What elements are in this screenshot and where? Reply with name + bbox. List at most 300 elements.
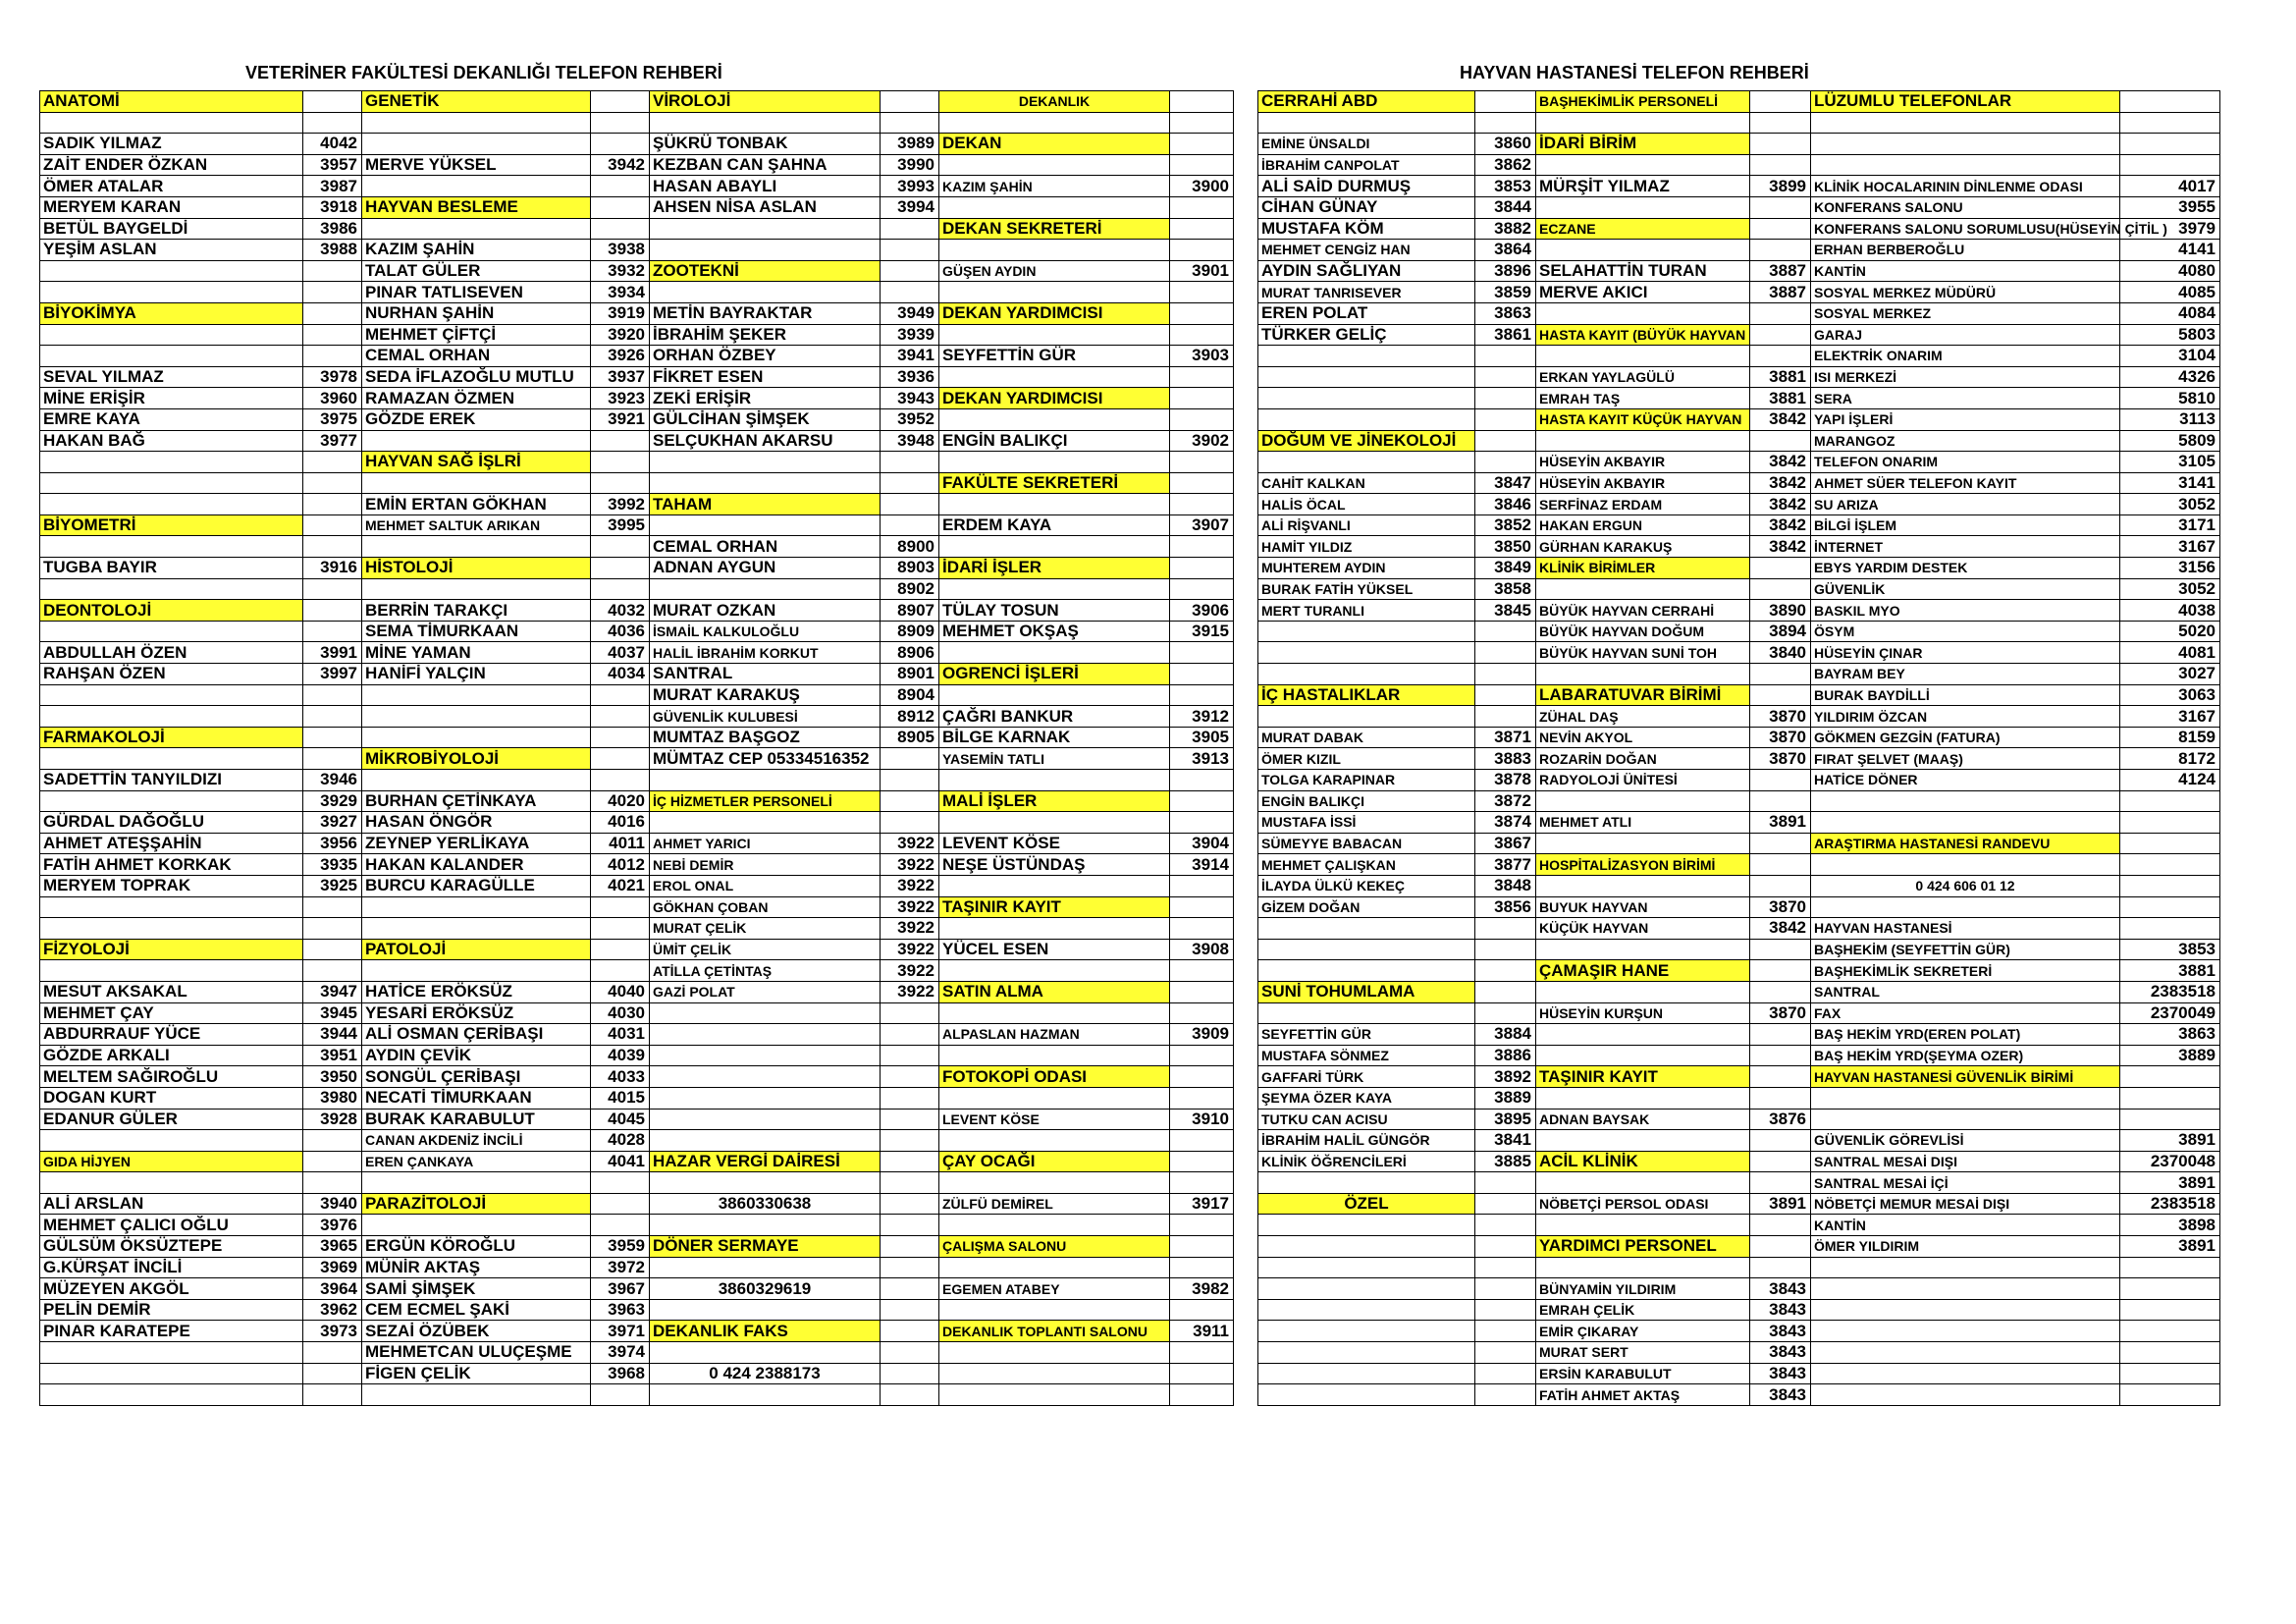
- phone-extension: 3861: [1475, 324, 1536, 346]
- name-cell: [40, 748, 303, 770]
- phone-extension: 3167: [2120, 536, 2220, 558]
- name-cell: MESUT AKSAKAL: [40, 981, 303, 1002]
- name-cell: [1536, 578, 1750, 600]
- phone-extension: [591, 430, 650, 452]
- phone-extension: [303, 939, 362, 960]
- phone-extension: 3968: [591, 1363, 650, 1384]
- table-row: [40, 960, 1234, 982]
- phone-extension: 3900: [1170, 176, 1234, 197]
- name-cell: ALİ SAİD DURMUŞ: [1258, 176, 1475, 197]
- name-cell: MERYEM TOPRAK: [40, 875, 303, 896]
- table-row: [40, 1109, 1234, 1130]
- name-cell: EROL ONAL: [650, 875, 881, 896]
- name-cell: MUSTAFA İSSİ: [1258, 812, 1475, 834]
- table-row: [40, 833, 1234, 854]
- phone-extension: [881, 260, 939, 282]
- name-cell: [1811, 154, 2120, 176]
- phone-extension: 3905: [1170, 727, 1234, 748]
- table-row: [1258, 642, 2220, 664]
- phone-extension: [1475, 1193, 1536, 1215]
- table-row: [40, 1215, 1234, 1236]
- phone-extension: 4034: [591, 664, 650, 685]
- phone-extension: [1170, 790, 1234, 812]
- name-cell: TÜLAY TOSUN: [939, 600, 1170, 622]
- phone-extension: 3904: [1170, 833, 1234, 854]
- phone-extension: 3944: [303, 1024, 362, 1046]
- phone-extension: [591, 918, 650, 940]
- name-cell: SEYFETTİN GÜR: [1258, 1024, 1475, 1046]
- name-cell: [362, 896, 591, 918]
- phone-extension: [303, 960, 362, 982]
- phone-extension: 3995: [591, 514, 650, 536]
- phone-extension: [1475, 388, 1536, 409]
- phone-extension: [1475, 960, 1536, 982]
- phone-extension: 3141: [2120, 472, 2220, 494]
- phone-extension: 8905: [881, 727, 939, 748]
- phone-extension: [1750, 1236, 1811, 1258]
- table-row: [40, 472, 1234, 494]
- table-row: [1258, 748, 2220, 770]
- table-row: [40, 324, 1234, 346]
- name-cell: MURAT DABAK: [1258, 727, 1475, 748]
- table-row: [1258, 430, 2220, 452]
- table-row: [40, 282, 1234, 303]
- phone-extension: [1475, 112, 1536, 134]
- name-cell: [650, 472, 881, 494]
- phone-extension: 3899: [1750, 176, 1811, 197]
- phone-extension: 3922: [881, 981, 939, 1002]
- name-cell: KAZIM ŞAHİN: [362, 240, 591, 261]
- table-row: [40, 1342, 1234, 1364]
- table-row: [1258, 494, 2220, 515]
- name-cell: [939, 196, 1170, 218]
- phone-extension: 3991: [303, 642, 362, 664]
- phone-extension: [1475, 621, 1536, 642]
- name-cell: SANTRAL MESAİ İÇİ: [1811, 1172, 2120, 1194]
- phone-extension: [1170, 536, 1234, 558]
- table-row: [40, 260, 1234, 282]
- phone-extension: 3960: [303, 388, 362, 409]
- table-row: [40, 134, 1234, 155]
- name-cell: CİHAN GÜNAY: [1258, 196, 1475, 218]
- table-row: [40, 748, 1234, 770]
- phone-extension: 3973: [303, 1321, 362, 1342]
- name-cell: ÖMER KIZIL: [1258, 748, 1475, 770]
- phone-extension: [1750, 134, 1811, 155]
- table-row: [40, 642, 1234, 664]
- section-header: HAYVAN BESLEME: [362, 196, 591, 218]
- section-header: DEKANLIK TOPLANTI SALONU: [939, 1321, 1170, 1342]
- table-row: [40, 176, 1234, 197]
- phone-extension: [1170, 1384, 1234, 1406]
- name-cell: [1536, 302, 1750, 324]
- phone-extension: [2120, 112, 2220, 134]
- table-row: [40, 494, 1234, 515]
- name-cell: [939, 1087, 1170, 1109]
- name-cell: İBRAHİM HALİL GÜNGÖR: [1258, 1130, 1475, 1152]
- phone-extension: [1475, 684, 1536, 706]
- phone-extension: [303, 1151, 362, 1172]
- name-cell: [1258, 1002, 1475, 1024]
- phone-extension: 3948: [881, 430, 939, 452]
- phone-extension: [881, 1321, 939, 1342]
- name-cell: CANAN AKDENİZ İNCİLİ: [362, 1130, 591, 1152]
- name-cell: MEHMET ÇİFTÇİ: [362, 324, 591, 346]
- name-cell: BURHAN ÇETİNKAYA: [362, 790, 591, 812]
- section-header: HOSPİTALİZASYON BİRİMİ: [1536, 854, 1750, 876]
- name-cell: MUSTAFA KÖM: [1258, 218, 1475, 240]
- name-cell: [939, 240, 1170, 261]
- phone-extension: 3916: [303, 558, 362, 579]
- phone-extension: [1170, 1087, 1234, 1109]
- name-cell: EBYS YARDIM DESTEK: [1811, 558, 2120, 579]
- table-row: [40, 1002, 1234, 1024]
- phone-extension: 3988: [303, 240, 362, 261]
- phone-extension: 3878: [1475, 770, 1536, 791]
- name-cell: HASAN ÖNGÖR: [362, 812, 591, 834]
- table-row: [1258, 196, 2220, 218]
- phone-extension: [1170, 1130, 1234, 1152]
- name-cell: FAX: [1811, 1002, 2120, 1024]
- name-cell: YÜCEL ESEN: [939, 939, 1170, 960]
- name-cell: FATİH AHMET AKTAŞ: [1536, 1384, 1750, 1406]
- phone-extension: [1475, 1215, 1536, 1236]
- phone-extension: 4041: [591, 1151, 650, 1172]
- phone-extension: 3870: [1750, 727, 1811, 748]
- table-row: [1258, 684, 2220, 706]
- phone-extension: [303, 260, 362, 282]
- phone-extension: 3843: [1750, 1363, 1811, 1384]
- name-cell: [362, 218, 591, 240]
- name-cell: [939, 1172, 1170, 1194]
- phone-extension: [303, 91, 362, 113]
- phone-extension: [303, 1342, 362, 1364]
- name-cell: [650, 578, 881, 600]
- phone-extension: 4033: [591, 1066, 650, 1088]
- section-header: YARDIMCI PERSONEL: [1536, 1236, 1750, 1258]
- name-cell: [650, 240, 881, 261]
- table-row: [1258, 154, 2220, 176]
- name-cell: HALİL İBRAHİM KORKUT: [650, 642, 881, 664]
- phone-extension: [1750, 981, 1811, 1002]
- phone-extension: [881, 452, 939, 473]
- phone-extension: 3942: [591, 154, 650, 176]
- table-row: [40, 196, 1234, 218]
- phone-extension: [1750, 112, 1811, 134]
- table-row: [40, 896, 1234, 918]
- name-cell: [1258, 1299, 1475, 1321]
- name-cell: KAZIM ŞAHİN: [939, 176, 1170, 197]
- phone-extension: 3872: [1475, 790, 1536, 812]
- phone-extension: 3956: [303, 833, 362, 854]
- name-cell: [1258, 1215, 1475, 1236]
- phone-extension: [1170, 302, 1234, 324]
- name-cell: HAKAN BAĞ: [40, 430, 303, 452]
- phone-extension: 3901: [1170, 260, 1234, 282]
- name-cell: [650, 1024, 881, 1046]
- name-cell: ISI MERKEZİ: [1811, 366, 2120, 388]
- phone-extension: [1170, 578, 1234, 600]
- name-cell: [362, 176, 591, 197]
- section-header: VİROLOJİ: [650, 91, 881, 113]
- phone-extension: 3891: [1750, 812, 1811, 834]
- name-cell: [1811, 1257, 2120, 1278]
- section-header: MİKROBİYOLOJİ: [362, 748, 591, 770]
- phone-extension: [2120, 1363, 2220, 1384]
- section-header: HAZAR VERGİ DAİRESİ: [650, 1151, 881, 1172]
- phone-extension: [303, 536, 362, 558]
- name-cell: [1536, 240, 1750, 261]
- phone-extension: [303, 727, 362, 748]
- section-header: HASTA KAYIT (BÜYÜK HAYVAN: [1536, 324, 1750, 346]
- phone-extension: [591, 706, 650, 728]
- table-row: [40, 1193, 1234, 1215]
- phone-extension: 3104: [2120, 346, 2220, 367]
- phone-extension: 3971: [591, 1321, 650, 1342]
- table-row: [1258, 260, 2220, 282]
- phone-extension: 3962: [303, 1299, 362, 1321]
- phone-extension: 3871: [1475, 727, 1536, 748]
- name-cell: MERYEM KARAN: [40, 196, 303, 218]
- phone-extension: 3870: [1750, 1002, 1811, 1024]
- section-header: MALİ İŞLER: [939, 790, 1170, 812]
- section-header: PARAZİTOLOJİ: [362, 1193, 591, 1215]
- phone-extension: 4085: [2120, 282, 2220, 303]
- phone-extension: 3862: [1475, 154, 1536, 176]
- phone-extension: 4015: [591, 1087, 650, 1109]
- phone-extension: 3926: [591, 346, 650, 367]
- phone-extension: 3934: [591, 282, 650, 303]
- phone-extension: [1750, 324, 1811, 346]
- name-cell: SANTRAL: [650, 664, 881, 685]
- name-cell: KEZBAN CAN ŞAHNA: [650, 154, 881, 176]
- phone-extension: 3891: [2120, 1172, 2220, 1194]
- table-row: [40, 112, 1234, 134]
- name-cell: SELAHATTİN TURAN: [1536, 260, 1750, 282]
- table-row: [1258, 770, 2220, 791]
- name-cell: ÖMER ATALAR: [40, 176, 303, 197]
- phone-extension: [2120, 1087, 2220, 1109]
- name-cell: BERRİN TARAKÇI: [362, 600, 591, 622]
- phone-extension: [1750, 1087, 1811, 1109]
- phone-extension: 3913: [1170, 748, 1234, 770]
- phone-extension: 3978: [303, 366, 362, 388]
- name-cell: EMİNE ÜNSALDI: [1258, 134, 1475, 155]
- name-cell: [1536, 112, 1750, 134]
- phone-extension: 3052: [2120, 578, 2220, 600]
- name-cell: LEVENT KÖSE: [939, 1109, 1170, 1130]
- phone-extension: [1170, 452, 1234, 473]
- name-cell: FIRAT ŞELVET (MAAŞ): [1811, 748, 2120, 770]
- table-row: [1258, 1363, 2220, 1384]
- phone-extension: 3957: [303, 154, 362, 176]
- name-cell: SÜMEYYE BABACAN: [1258, 833, 1475, 854]
- table-row: [1258, 324, 2220, 346]
- phone-extension: 3922: [881, 875, 939, 896]
- table-row: [1258, 1193, 2220, 1215]
- name-cell: [40, 346, 303, 367]
- phone-extension: [881, 1151, 939, 1172]
- name-cell: HAKAN KALANDER: [362, 854, 591, 876]
- name-cell: [1536, 939, 1750, 960]
- phone-extension: [881, 218, 939, 240]
- name-cell: [1811, 1278, 2120, 1300]
- phone-extension: [1475, 1299, 1536, 1321]
- table-row: [40, 430, 1234, 452]
- phone-extension: 3963: [591, 1299, 650, 1321]
- name-cell: GARAJ: [1811, 324, 2120, 346]
- table-row: [40, 1384, 1234, 1406]
- phone-extension: [1475, 346, 1536, 367]
- name-cell: ÜMİT ÇELİK: [650, 939, 881, 960]
- name-cell: [362, 727, 591, 748]
- name-cell: [1258, 1342, 1475, 1364]
- table-row: [1258, 1045, 2220, 1066]
- phone-extension: [1170, 112, 1234, 134]
- phone-extension: 4040: [591, 981, 650, 1002]
- table-row: [1258, 1215, 2220, 1236]
- phone-extension: [2120, 854, 2220, 876]
- table-row: [1258, 812, 2220, 834]
- table-row: [1258, 896, 2220, 918]
- phone-extension: [881, 240, 939, 261]
- phone-extension: 3903: [1170, 346, 1234, 367]
- phone-extension: [303, 494, 362, 515]
- name-cell: [650, 1066, 881, 1088]
- table-row: [40, 558, 1234, 579]
- section-header: ZOOTEKNİ: [650, 260, 881, 282]
- table-row: [40, 1257, 1234, 1278]
- section-header: HASTA KAYIT KÜÇÜK HAYVAN: [1536, 408, 1750, 430]
- phone-extension: [881, 1130, 939, 1152]
- name-cell: HANİFİ YALÇIN: [362, 664, 591, 685]
- phone-extension: [1475, 664, 1536, 685]
- name-cell: HÜSEYİN AKBAYIR: [1536, 452, 1750, 473]
- phone-extension: 3884: [1475, 1024, 1536, 1046]
- name-cell: [1536, 430, 1750, 452]
- table-row: [1258, 1257, 2220, 1278]
- table-row: [40, 346, 1234, 367]
- phone-extension: 4012: [591, 854, 650, 876]
- phone-extension: [1170, 282, 1234, 303]
- phone-extension: [2120, 790, 2220, 812]
- phone-extension: 3889: [2120, 1045, 2220, 1066]
- name-cell: HÜSEYİN ÇINAR: [1811, 642, 2120, 664]
- name-cell: [939, 452, 1170, 473]
- name-cell: [939, 812, 1170, 834]
- section-header: İDARİ İŞLER: [939, 558, 1170, 579]
- name-cell: YILDIRIM ÖZCAN: [1811, 706, 2120, 728]
- name-cell: SOSYAL MERKEZ MÜDÜRÜ: [1811, 282, 2120, 303]
- phone-extension: [1475, 1236, 1536, 1258]
- name-cell: [650, 1384, 881, 1406]
- table-row: [40, 621, 1234, 642]
- name-cell: [40, 260, 303, 282]
- name-cell: BUYUK HAYVAN: [1536, 896, 1750, 918]
- name-cell: FİKRET ESEN: [650, 366, 881, 388]
- phone-extension: 3842: [1750, 472, 1811, 494]
- phone-extension: [1475, 918, 1536, 940]
- name-cell: [362, 578, 591, 600]
- name-cell: ZÜLFÜ DEMİREL: [939, 1193, 1170, 1215]
- name-cell: [1258, 960, 1475, 982]
- phone-extension: [1475, 366, 1536, 388]
- section-header: KLİNİK BİRİMLER: [1536, 558, 1750, 579]
- phone-extension: [1750, 770, 1811, 791]
- phone-extension: 3964: [303, 1278, 362, 1300]
- name-cell: LEVENT KÖSE: [939, 833, 1170, 854]
- name-cell: HATİCE ERÖKSÜZ: [362, 981, 591, 1002]
- phone-extension: 2370048: [2120, 1151, 2220, 1172]
- phone-extension: [1750, 939, 1811, 960]
- phone-extension: 3975: [303, 408, 362, 430]
- section-header: HAYVAN HASTANESİ GÜVENLİK BİRİMİ: [1811, 1066, 2120, 1088]
- phone-extension: [2120, 875, 2220, 896]
- phone-extension: [1475, 1342, 1536, 1364]
- phone-extension: [881, 112, 939, 134]
- name-cell: HAMİT YILDIZ: [1258, 536, 1475, 558]
- phone-extension: 3881: [2120, 960, 2220, 982]
- phone-extension: [1170, 154, 1234, 176]
- name-cell: [40, 684, 303, 706]
- section-header: DEKANLIK: [939, 91, 1170, 113]
- phone-extension: 3972: [591, 1257, 650, 1278]
- phone-extension: [591, 1215, 650, 1236]
- section-header: DEKAN YARDIMCISI: [939, 302, 1170, 324]
- phone-extension: [1750, 154, 1811, 176]
- name-cell: [1811, 790, 2120, 812]
- name-cell: MELTEM SAĞIROĞLU: [40, 1066, 303, 1088]
- phone-extension: [1750, 684, 1811, 706]
- phone-extension: 3951: [303, 1045, 362, 1066]
- name-cell: MÜRŞİT YILMAZ: [1536, 176, 1750, 197]
- name-cell: G.KÜRŞAT İNCİLİ: [40, 1257, 303, 1278]
- table-row: [1258, 600, 2220, 622]
- phone-extension: 3914: [1170, 854, 1234, 876]
- phone-extension: [1170, 896, 1234, 918]
- name-cell: METİN BAYRAKTAR: [650, 302, 881, 324]
- phone-extension: 3863: [1475, 302, 1536, 324]
- name-cell: [1536, 981, 1750, 1002]
- phone-extension: [1475, 706, 1536, 728]
- name-cell: [362, 918, 591, 940]
- name-cell: 3860329619: [650, 1278, 881, 1300]
- name-cell: [1258, 1236, 1475, 1258]
- phone-extension: [1170, 1363, 1234, 1384]
- name-cell: MERT TURANLI: [1258, 600, 1475, 622]
- name-cell: HÜSEYİN AKBAYIR: [1536, 472, 1750, 494]
- table-row: [40, 1151, 1234, 1172]
- phone-extension: 3885: [1475, 1151, 1536, 1172]
- name-cell: [939, 408, 1170, 430]
- phone-extension: [1170, 366, 1234, 388]
- phone-extension: 3915: [1170, 621, 1234, 642]
- table-row: [1258, 1151, 2220, 1172]
- name-cell: [40, 790, 303, 812]
- phone-extension: [881, 1172, 939, 1194]
- phone-extension: 3052: [2120, 494, 2220, 515]
- phone-extension: 3864: [1475, 240, 1536, 261]
- phone-extension: 5803: [2120, 324, 2220, 346]
- name-cell: [362, 112, 591, 134]
- table-row: [40, 664, 1234, 685]
- name-cell: [650, 1002, 881, 1024]
- section-header: SATIN ALMA: [939, 981, 1170, 1002]
- name-cell: HASAN ABAYLI: [650, 176, 881, 197]
- name-cell: NEBİ DEMİR: [650, 854, 881, 876]
- name-cell: [1258, 112, 1475, 134]
- name-cell: BAŞ HEKİM YRD(EREN POLAT): [1811, 1024, 2120, 1046]
